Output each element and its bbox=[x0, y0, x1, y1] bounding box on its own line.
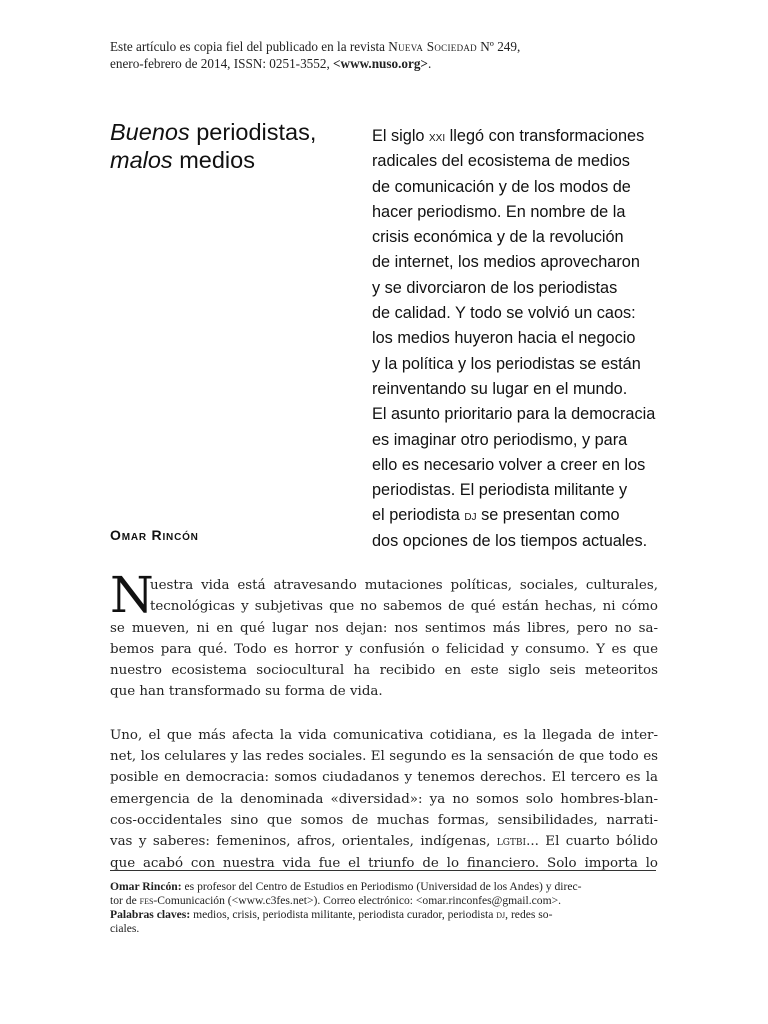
body-line: cos-occidentales sino que somos de muchas formas, sensibilidades, narrati- bbox=[110, 812, 658, 828]
header-line1: Este artículo es copia fiel del publicado en la revista Nueva Sociedad Nº 249, bbox=[110, 39, 521, 54]
author-name: Omar Rincón bbox=[110, 527, 199, 543]
body-line: emergencia de la denominada «diversidad»: ya no somos solo hombres-blan- bbox=[110, 791, 658, 807]
article-body bbox=[110, 575, 658, 874]
body-line: uestra vida está atravesando mutaciones políticas, sociales, culturales, bbox=[150, 578, 658, 593]
footnote-divider bbox=[110, 870, 656, 871]
abstract-line: reinventando su lugar en el mundo. bbox=[372, 379, 628, 398]
abstract-line: radicales del ecosistema de medios bbox=[372, 152, 630, 171]
body-line: se mueven, ni en qué lugar nos dejan: nos sentimos más libres, pero no sa- bbox=[110, 620, 658, 636]
abstract-line: ello es necesario volver a creer en los bbox=[372, 455, 646, 474]
footnote-line: tor de fes-Comunicación (<www.c3fes.net>). Correo electrónico: <omar.rinconfes@gmail.com>. bbox=[110, 894, 562, 907]
footnote-line: ciales. bbox=[110, 922, 140, 935]
body-line: nuestro ecosistema sociocultural ha recibido en este siglo seis meteoritos bbox=[110, 663, 658, 679]
article-title: Buenos periodistas, malos medios bbox=[110, 119, 317, 173]
abstract-line: El siglo xxi llegó con transformaciones bbox=[372, 127, 645, 145]
footnote bbox=[110, 880, 660, 936]
abstract-line: es imaginar otro periodismo, y para bbox=[372, 430, 628, 449]
body-line: que han transformado su forma de vida. bbox=[110, 684, 383, 700]
body-line: tecnológicas y subjetivas que no sabemos de qué están hechas, ni cómo bbox=[150, 599, 658, 615]
footnote-line: Omar Rincón: es profesor del Centro de Estudios en Periodismo (Universidad de los Andes) y direc- bbox=[110, 880, 582, 893]
abstract-line: de comunicación y de los modos de bbox=[372, 177, 631, 196]
body-line: net, los celulares y las redes sociales. El segundo es la sensación de que todo es bbox=[110, 749, 658, 765]
abstract-line: de calidad. Y todo se volvió un caos: bbox=[372, 304, 636, 323]
paragraph-1 bbox=[110, 575, 658, 703]
body-line: posible en democracia: somos ciudadanos y tenemos derechos. El tercero es la bbox=[110, 770, 658, 786]
journal-header bbox=[110, 38, 670, 72]
abstract-line: de internet, los medios aprovecharon bbox=[372, 253, 640, 272]
drop-cap: N bbox=[110, 566, 154, 624]
body-line: Uno, el que más afecta la vida comunicativa cotidiana, es la llegada de inter- bbox=[110, 727, 658, 743]
abstract-line: dos opciones de los tiempos actuales. bbox=[372, 531, 648, 550]
abstract-line: hacer periodismo. En nombre de la bbox=[372, 202, 626, 221]
abstract-line: El asunto prioritario para la democracia bbox=[372, 405, 656, 424]
abstract-line: periodistas. El periodista militante y bbox=[372, 481, 628, 500]
header-line2: enero-febrero de 2014, ISSN: 0251-3552, <www.nuso.org>. bbox=[110, 56, 432, 71]
abstract bbox=[372, 124, 692, 554]
footnote-line: Palabras claves: medios, crisis, periodista militante, periodista curador, periodista dj, redes so- bbox=[110, 908, 553, 921]
body-line: bemos para qué. Todo es horror y confusión o felicidad y consumo. Y es que bbox=[110, 641, 658, 657]
abstract-line: crisis económica y de la revolución bbox=[372, 228, 624, 247]
body-line: que acabó con nuestra vida fue el triunfo de lo financiero. Solo importa lo bbox=[110, 855, 658, 871]
body-line: vas y saberes: femeninos, afros, orientales, indígenas, lgtbi... El cuarto bólido bbox=[110, 834, 658, 850]
abstract-line: el periodista dj se presentan como bbox=[372, 506, 620, 525]
journal-name: Nueva Sociedad bbox=[388, 39, 477, 54]
journal-url: <www.nuso.org> bbox=[333, 56, 428, 71]
abstract-line: y la política y los periodistas se están bbox=[372, 354, 641, 373]
paragraph-2 bbox=[110, 725, 658, 874]
abstract-line: los medios huyeron hacia el negocio bbox=[372, 329, 636, 348]
abstract-line: y se divorciaron de los periodistas bbox=[372, 278, 618, 297]
